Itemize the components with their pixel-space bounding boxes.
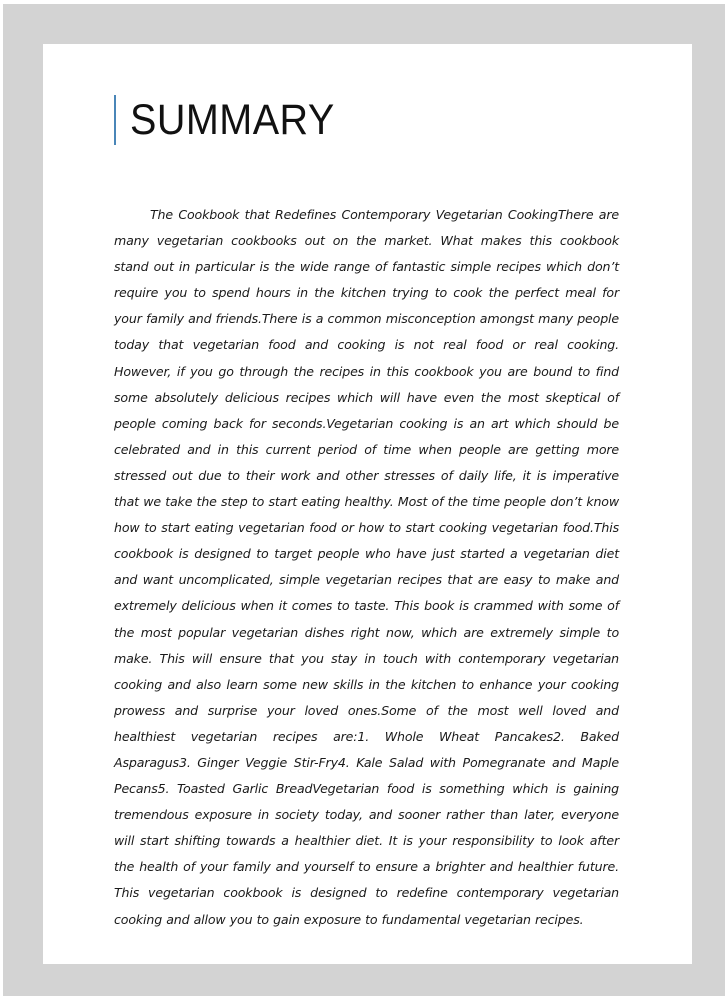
heading-accent-bar (114, 95, 116, 145)
document-page (43, 44, 692, 964)
page-title: SUMMARY (130, 96, 335, 144)
heading-block (114, 95, 353, 145)
summary-paragraph: The Cookbook that Redefines Contemporary Vegetarian CookingThere are many vegetarian cookbooks out on the market. What makes this cookbook stand out in particular is the wide range of fantastic simple recipes which don’t require you to spend hours in the kitchen trying to cook the perfect meal for your family and friends.There is a common misconception amongst many people today that vegetarian food and cooking is not real food or real cooking. However, if you go through the recipes in this cookbook you are bound to find some absolutely delicious recipes which will have even the most skeptical of people coming back for seconds.Vegetarian cooking is an art which should be celebrated and in this current period of time when people are getting more stressed out due to their work and other stresses of daily life, it is imperative that we take the step to start eating healthy. Most of the time people don’t know how to start eating vegetarian food or how to start cooking vegetarian food.This cookbook is designed to target people who have just started a vegetarian diet and want uncomplicated, simple vegetarian recipes that are easy to make and extremely delicious when it comes to taste. This book is crammed with some of the most popular vegetarian dishes right now, which are extremely simple to make. This will ensure that you stay in touch with contemporary vegetarian cooking and also learn some new skills in the kitchen to enhance your cooking prowess and surprise your loved ones.Some of the most well loved and healthiest vegetarian recipes are:1. Whole Wheat Pancakes2. Baked Asparagus3. Ginger Veggie Stir-Fry4. Kale Salad with Pomegranate and Maple Pecans5. Toasted Garlic BreadVegetarian food is something which is gaining tremendous exposure in society today, and sooner rather than later, everyone will start shifting towards a healthier diet. It is your responsibility to look after the health of your family and yourself to ensure a brighter and healthier future. This vegetarian cookbook is designed to redefine contemporary vegetarian cooking and allow you to gain exposure to fundamental vegetarian recipes. (114, 207, 619, 927)
page-frame (3, 4, 725, 996)
